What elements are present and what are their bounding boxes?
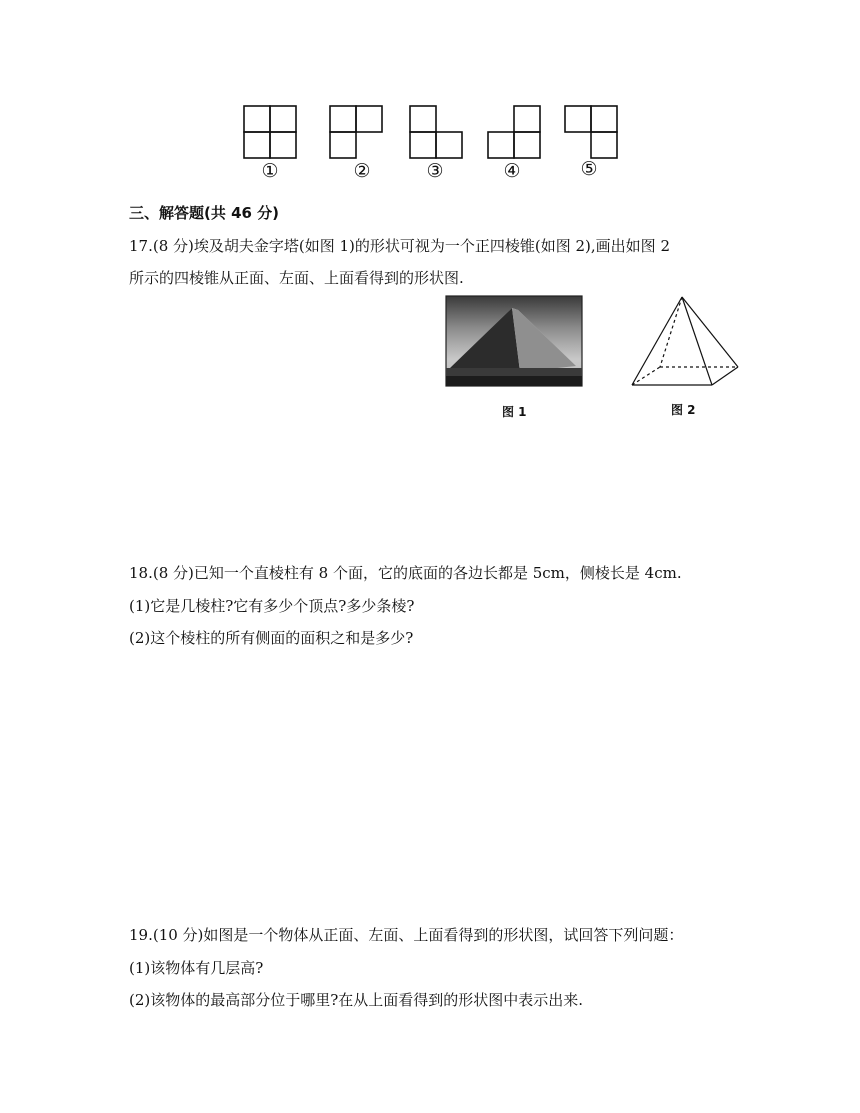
figure-2-caption: 图 2 xyxy=(671,403,696,417)
shape-figure-5 xyxy=(565,106,617,158)
shape-figure-2 xyxy=(330,106,382,158)
shape-figure-3 xyxy=(410,106,462,158)
figure-label-5: ⑤ xyxy=(580,158,598,180)
pyramid-diagram xyxy=(628,295,742,389)
figure-label-2: ② xyxy=(353,160,371,182)
shape-figure-1 xyxy=(244,106,296,158)
q17-line-1: 17.(8 分)埃及胡夫金字塔(如图 1)的形状可视为一个正四棱锥(如图 2),画出如图 2 xyxy=(129,237,670,255)
q17-line-2: 所示的四棱锥从正面、左面、上面看得到的形状图. xyxy=(129,269,464,287)
shape-figure-4 xyxy=(488,106,540,158)
q18-line-3: (2)这个棱柱的所有侧面的面积之和是多少? xyxy=(129,629,414,647)
q19-line-1: 19.(10 分)如图是一个物体从正面、左面、上面看得到的形状图，试回答下列问题： xyxy=(129,926,684,944)
figure-label-3: ③ xyxy=(426,160,444,182)
q19-line-2: (1)该物体有几层高? xyxy=(129,959,264,977)
q19-line-3: (2)该物体的最高部分位于哪里?在从上面看得到的形状图中表示出来. xyxy=(129,991,584,1009)
q18-line-1: 18.(8 分)已知一个直棱柱有 8 个面，它的底面的各边长都是 5cm，侧棱长是 4cm. xyxy=(129,564,682,582)
pyramid-photo xyxy=(446,296,582,386)
q18-line-2: (1)它是几棱柱?它有多少个顶点?多少条棱? xyxy=(129,597,415,615)
section-heading: 三、解答题(共 46 分) xyxy=(129,204,280,222)
figure-label-1: ① xyxy=(261,160,279,182)
figure-label-4: ④ xyxy=(503,160,521,182)
figure-1-caption: 图 1 xyxy=(502,405,527,419)
